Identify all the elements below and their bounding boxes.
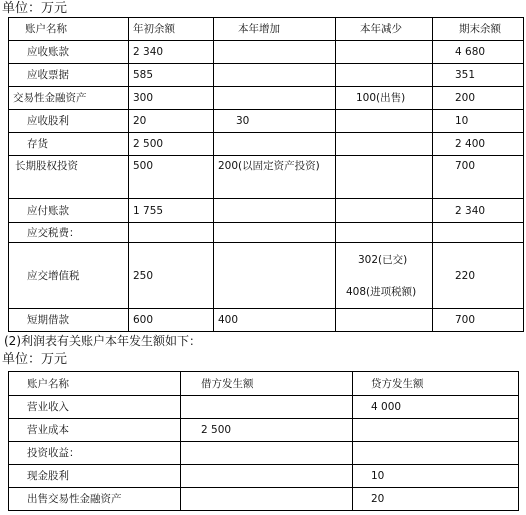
row-beginning-balance: 2 340 <box>129 41 214 64</box>
row-ending-balance: 10 <box>433 110 524 133</box>
table-row <box>9 41 524 64</box>
row-beginning-balance <box>129 223 214 243</box>
row-increase: 200(以固定资产投资) <box>214 156 336 199</box>
row-debit: 2 500 <box>181 419 353 442</box>
row-beginning-balance: 2 500 <box>129 133 214 156</box>
row-debit <box>181 396 353 419</box>
header-decrease: 本年减少 <box>336 18 433 41</box>
row-account-name: 应收账款 <box>9 41 129 64</box>
header-account-name: 账户名称 <box>9 18 129 41</box>
table-header-row <box>9 18 524 41</box>
row-decrease <box>336 199 433 223</box>
header-beginning-balance: 年初余额 <box>129 18 214 41</box>
row-ending-balance: 200 <box>433 87 524 110</box>
table-row <box>9 199 524 223</box>
unit-label: 单位：万元 <box>2 352 68 367</box>
row-credit: 20 <box>353 488 519 511</box>
decrease-paid: 302(已交) <box>358 253 408 266</box>
section-note: (2)利润表有关账户本年发生额如下： <box>4 334 201 348</box>
table-row <box>9 465 519 488</box>
row-ending-balance: 220 <box>433 243 524 309</box>
table-row <box>9 309 524 332</box>
table-row <box>9 442 519 465</box>
row-decrease: 100(出售) <box>336 87 433 110</box>
row-debit <box>181 488 353 511</box>
row-beginning-balance: 1 755 <box>129 199 214 223</box>
header-debit: 借方发生额 <box>181 372 353 396</box>
row-increase <box>214 87 336 110</box>
row-decrease <box>336 309 433 332</box>
row-decrease <box>336 156 433 199</box>
row-account-name: 应交税费： <box>9 223 129 243</box>
table-row <box>9 419 519 442</box>
row-increase <box>214 243 336 309</box>
table-row <box>9 243 524 309</box>
row-account-name: 应付账款 <box>9 199 129 223</box>
row-ending-balance: 2 340 <box>433 199 524 223</box>
row-ending-balance: 700 <box>433 309 524 332</box>
row-beginning-balance: 250 <box>129 243 214 309</box>
row-account-name: 应收票据 <box>9 64 129 87</box>
income-accounts-table <box>8 371 519 511</box>
row-increase: 400 <box>214 309 336 332</box>
row-account-name: 长期股权投资 <box>9 156 129 199</box>
row-decrease <box>336 133 433 156</box>
row-account-name: 出售交易性金融资产 <box>9 488 181 511</box>
row-decrease <box>336 223 433 243</box>
table-header-row <box>9 372 519 396</box>
row-credit <box>353 442 519 465</box>
table-row <box>9 396 519 419</box>
table-row <box>9 133 524 156</box>
header-account-name: 账户名称 <box>9 372 181 396</box>
row-increase <box>214 199 336 223</box>
row-credit <box>353 419 519 442</box>
row-ending-balance <box>433 223 524 243</box>
row-account-name: 现金股利 <box>9 465 181 488</box>
row-decrease <box>336 243 433 309</box>
decrease-input-tax: 408(进项税额) <box>346 285 417 298</box>
row-account-name: 短期借款 <box>9 309 129 332</box>
row-account-name: 交易性金融资产 <box>9 87 129 110</box>
row-increase <box>214 41 336 64</box>
row-increase: 30 <box>214 110 336 133</box>
header-credit: 贷方发生额 <box>353 372 519 396</box>
cell-spacer <box>340 267 428 285</box>
header-ending-balance: 期末余额 <box>433 18 524 41</box>
row-account-name: 应交增值税 <box>9 243 129 309</box>
row-beginning-balance: 600 <box>129 309 214 332</box>
row-beginning-balance: 300 <box>129 87 214 110</box>
balance-change-table <box>8 17 524 332</box>
row-ending-balance: 4 680 <box>433 41 524 64</box>
row-debit <box>181 442 353 465</box>
row-ending-balance: 700 <box>433 156 524 199</box>
table-row <box>9 110 524 133</box>
row-account-name: 营业成本 <box>9 419 181 442</box>
row-ending-balance: 351 <box>433 64 524 87</box>
table-row <box>9 488 519 511</box>
row-increase <box>214 223 336 243</box>
row-beginning-balance: 500 <box>129 156 214 199</box>
row-beginning-balance: 585 <box>129 64 214 87</box>
row-account-name: 投资收益： <box>9 442 181 465</box>
row-account-name: 应收股利 <box>9 110 129 133</box>
row-ending-balance: 2 400 <box>433 133 524 156</box>
row-decrease <box>336 41 433 64</box>
table-row <box>9 156 524 199</box>
header-increase: 本年增加 <box>214 18 336 41</box>
row-decrease <box>336 64 433 87</box>
row-beginning-balance: 20 <box>129 110 214 133</box>
table-row <box>9 87 524 110</box>
row-decrease <box>336 110 433 133</box>
row-increase <box>214 133 336 156</box>
row-debit <box>181 465 353 488</box>
row-account-name: 存货 <box>9 133 129 156</box>
row-increase <box>214 64 336 87</box>
table-row <box>9 64 524 87</box>
unit-label: 单位：万元 <box>2 1 68 16</box>
row-account-name: 营业收入 <box>9 396 181 419</box>
row-credit: 4 000 <box>353 396 519 419</box>
row-credit: 10 <box>353 465 519 488</box>
table-row <box>9 223 524 243</box>
